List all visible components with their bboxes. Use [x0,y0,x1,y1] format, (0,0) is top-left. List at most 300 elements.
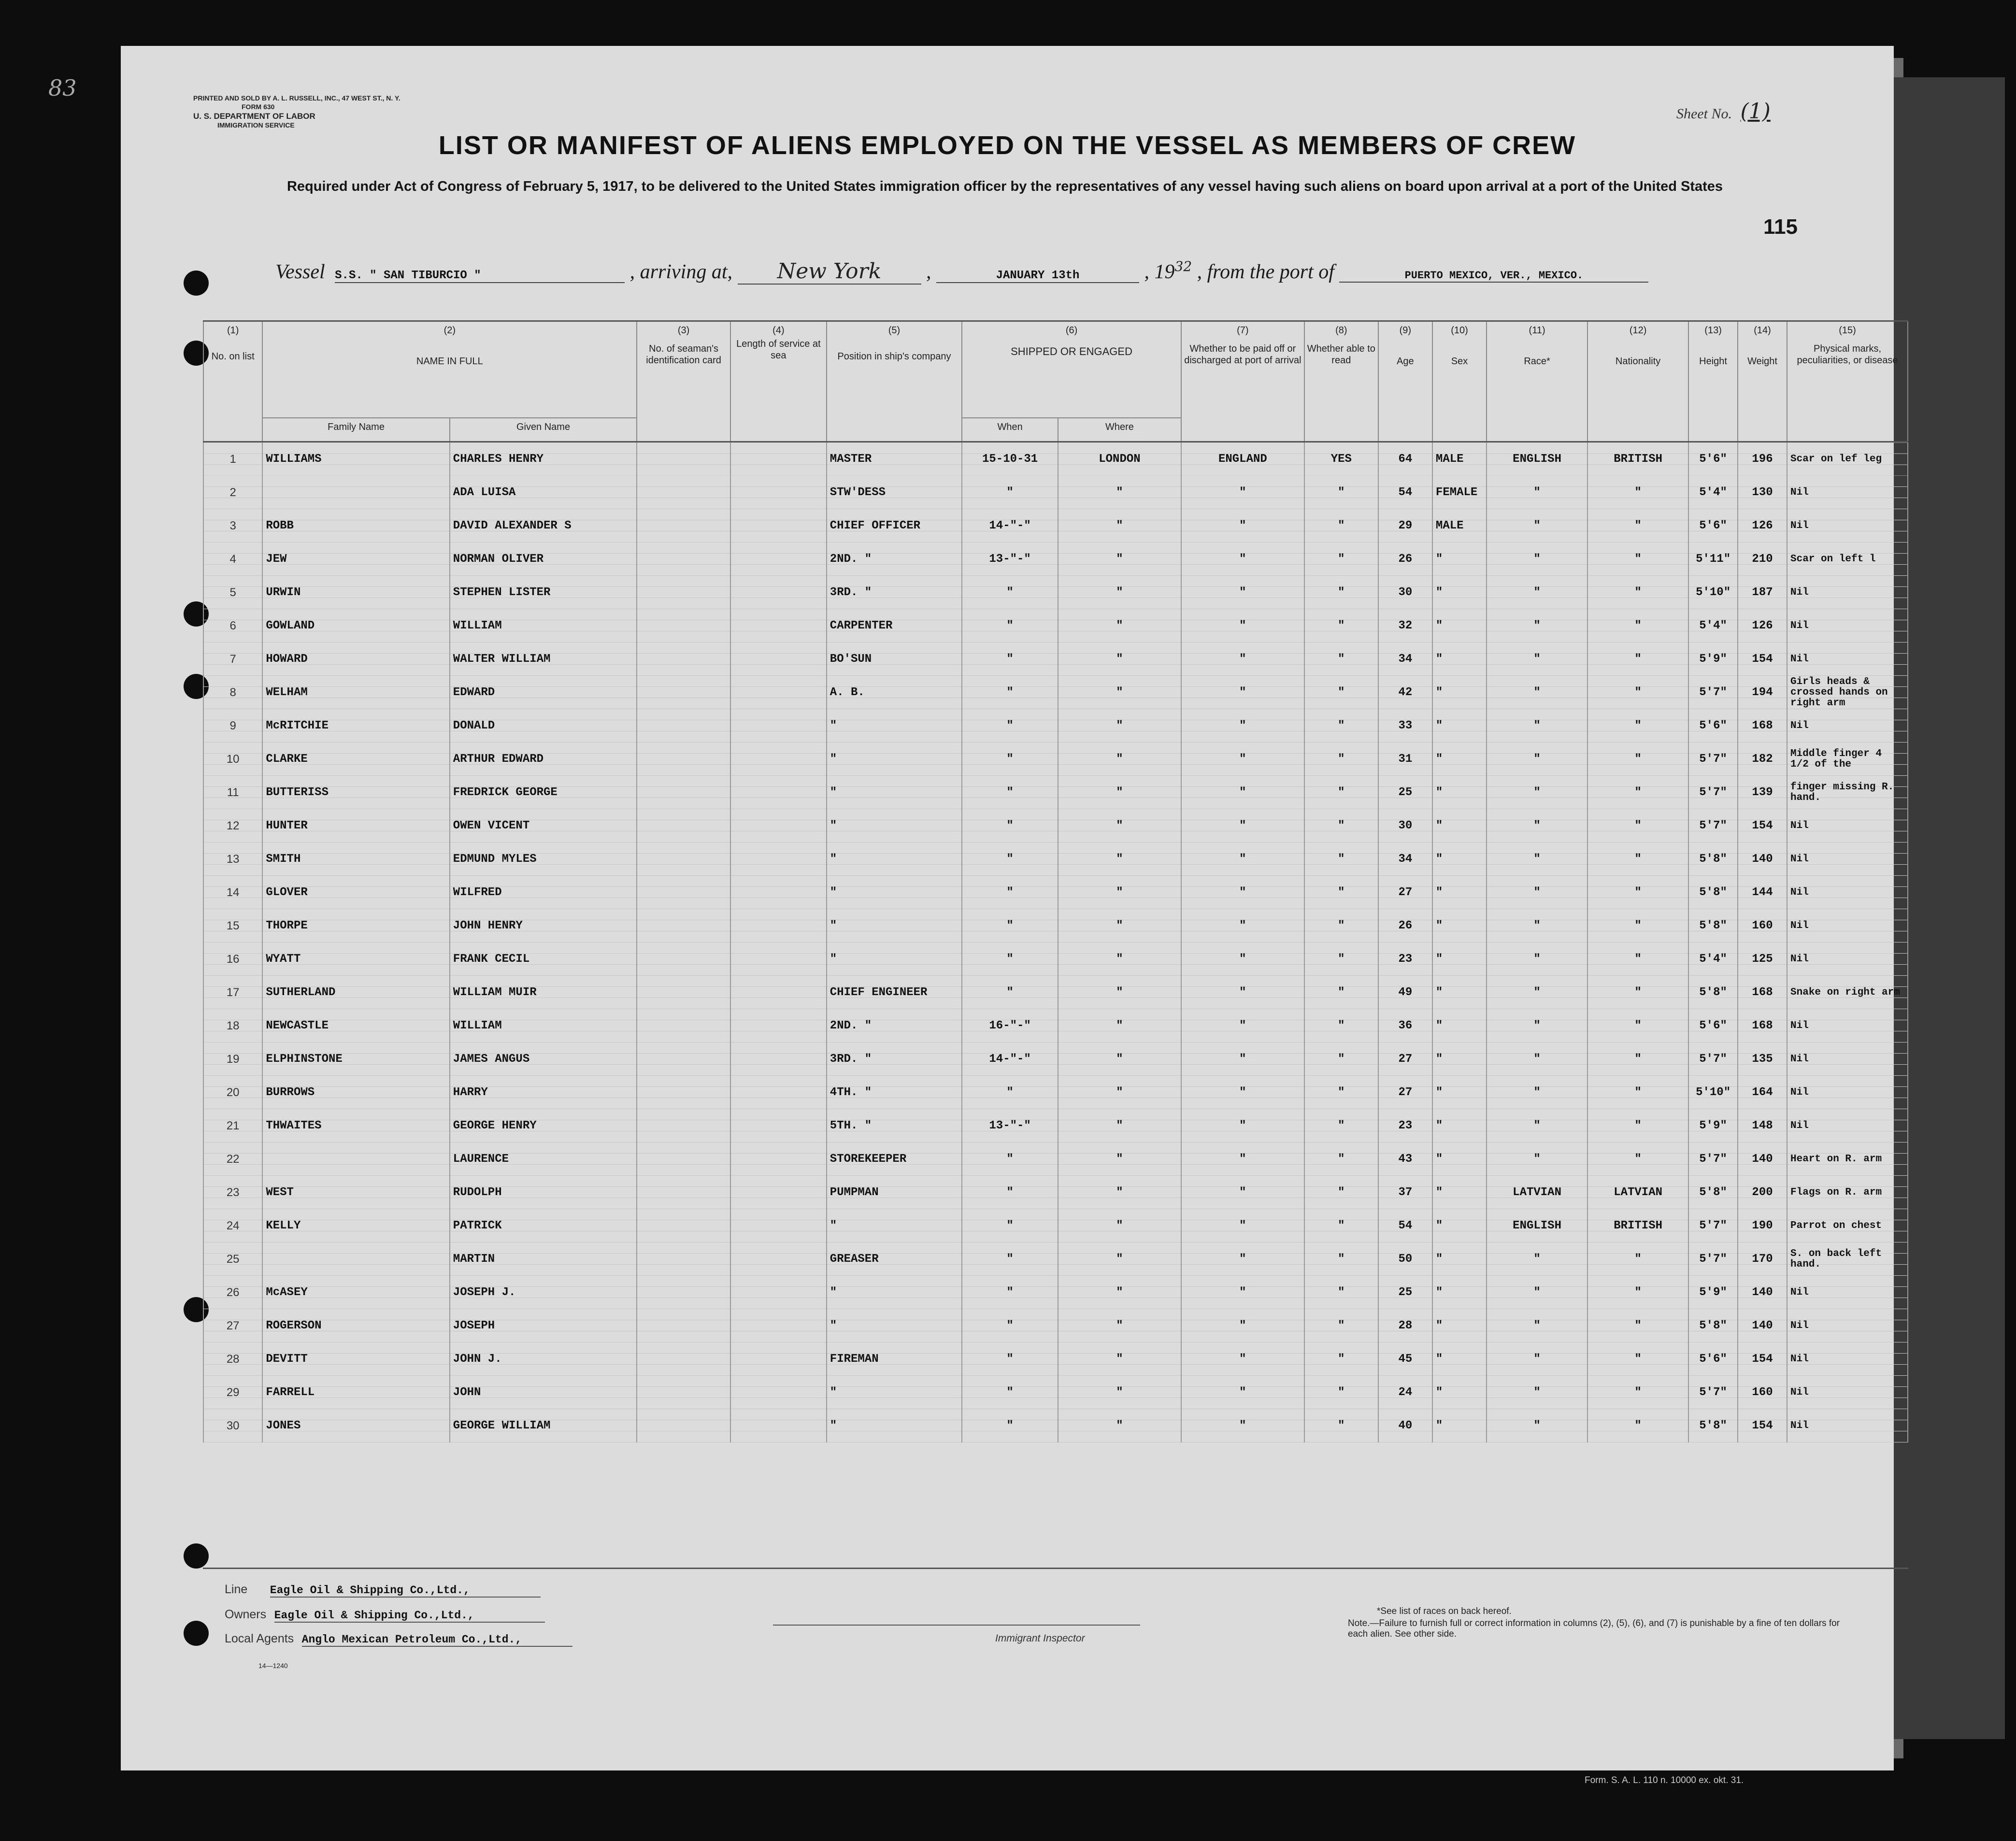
cell-row-number: 29 [203,1376,262,1409]
cell-paid-off: " [1181,976,1304,1009]
cell-sex: " [1432,1342,1487,1376]
cell-position: " [827,909,962,942]
cell-weight: 148 [1738,1109,1787,1142]
cell-physical-marks: Nil [1787,1009,1908,1042]
cell-weight: 194 [1738,676,1787,709]
cell-paid-off: " [1181,876,1304,909]
cell-race: " [1487,509,1587,542]
cell-shipped-when: 13-"-" [962,542,1058,576]
cell-age: 34 [1378,842,1432,876]
cell-nationality: LATVIAN [1587,1176,1688,1209]
cell-row-number: 18 [203,1009,262,1042]
manifest-page [48,46,1900,1770]
cell-weight: 196 [1738,442,1787,476]
line-value: Eagle Oil & Shipping Co.,Ltd., [270,1584,541,1598]
cell-id-card [637,542,730,576]
cell-position: " [827,742,962,776]
cell-family-name: SMITH [262,842,449,876]
cell-weight: 182 [1738,742,1787,776]
cell-service-length [730,809,827,842]
cell-position: " [827,876,962,909]
cell-shipped-when: " [962,1342,1058,1376]
cell-nationality: " [1587,1309,1688,1342]
cell-family-name: McRITCHIE [262,709,449,742]
cell-shipped-where: " [1058,1042,1181,1076]
cell-nationality: " [1587,676,1688,709]
cell-physical-marks: Nil [1787,1409,1908,1442]
cell-able-to-read: YES [1304,442,1378,476]
cell-row-number: 28 [203,1342,262,1376]
line-label: Line [225,1583,248,1596]
cell-race: " [1487,842,1587,876]
cell-id-card [637,909,730,942]
cell-position: " [827,1376,962,1409]
cell-position: CHIEF OFFICER [827,509,962,542]
cell-height: 5'7" [1688,776,1738,809]
form-number: FORM 630 [242,103,275,111]
cell-weight: 140 [1738,1309,1787,1342]
cell-shipped-when: " [962,1076,1058,1109]
cell-shipped-where: " [1058,709,1181,742]
form-code: 14—1240 [258,1662,288,1670]
cell-paid-off: " [1181,1276,1304,1309]
cell-able-to-read: " [1304,1409,1378,1442]
page-subtitle: Required under Act of Congress of February 5, 1917, to be delivered to the United States immigration officer by the representatives of any vessel having such aliens on board upon arrival at a port of the United States [286,179,1723,194]
cell-sex: " [1432,1109,1487,1142]
cell-family-name: WELHAM [262,676,449,709]
cell-id-card [637,1076,730,1109]
cell-shipped-when: " [962,876,1058,909]
cell-position: STOREKEEPER [827,1142,962,1176]
cell-row-number: 10 [203,742,262,776]
cell-given-name: WILLIAM [450,609,637,642]
cell-row-number: 7 [203,642,262,676]
cell-height: 5'10" [1688,576,1738,609]
cell-service-length [730,1042,827,1076]
cell-nationality: " [1587,809,1688,842]
cell-given-name: OWEN VICENT [450,809,637,842]
cell-able-to-read: " [1304,709,1378,742]
cell-family-name: GLOVER [262,876,449,909]
cell-family-name: WILLIAMS [262,442,449,476]
cell-given-name: EDMUND MYLES [450,842,637,876]
cell-sex: " [1432,576,1487,609]
cell-height: 5'8" [1688,1309,1738,1342]
cell-physical-marks: Middle finger 4 1/2 of the [1787,742,1908,776]
cell-race: " [1487,942,1587,976]
cell-family-name: JONES [262,1409,449,1442]
cell-nationality: " [1587,1242,1688,1276]
cell-paid-off: " [1181,942,1304,976]
cell-sex: " [1432,1176,1487,1209]
cell-shipped-when: " [962,809,1058,842]
cell-nationality: " [1587,542,1688,576]
cell-physical-marks: Nil [1787,476,1908,509]
cell-given-name: JAMES ANGUS [450,1042,637,1076]
cell-able-to-read: " [1304,1109,1378,1142]
cell-position: STW'DESS [827,476,962,509]
cell-sex: " [1432,1076,1487,1109]
cell-shipped-where: " [1058,542,1181,576]
col-header-service-length: (4) Length of service at sea [730,321,827,442]
cell-given-name: HARRY [450,1076,637,1109]
cell-sex: " [1432,709,1487,742]
cell-weight: 210 [1738,542,1787,576]
col-header-name: (2) NAME IN FULL [262,321,637,418]
cell-weight: 130 [1738,476,1787,509]
cell-shipped-when: " [962,476,1058,509]
cell-able-to-read: " [1304,909,1378,942]
cell-paid-off: " [1181,642,1304,676]
cell-position: " [827,1209,962,1242]
table-row [203,442,1908,476]
vessel-name: S.S. " SAN TIBURCIO " [335,269,625,283]
cell-height: 5'10" [1688,1076,1738,1109]
cell-nationality: BRITISH [1587,442,1688,476]
cell-age: 27 [1378,876,1432,909]
cell-nationality: " [1587,642,1688,676]
cell-paid-off: " [1181,776,1304,809]
cell-race: " [1487,976,1587,1009]
cell-height: 5'4" [1688,476,1738,509]
cell-service-length [730,1309,827,1342]
cell-nationality: " [1587,609,1688,642]
cell-sex: FEMALE [1432,476,1487,509]
cell-height: 5'7" [1688,1376,1738,1409]
cell-family-name: WYATT [262,942,449,976]
inspector-signature-line [773,1625,1140,1626]
form-footer: Form. S. A. L. 110 n. 10000 ex. okt. 31. [1585,1775,1744,1785]
cell-service-length [730,1342,827,1376]
cell-age: 31 [1378,742,1432,776]
cell-id-card [637,1176,730,1209]
cell-shipped-where: " [1058,1076,1181,1109]
cell-paid-off: " [1181,1309,1304,1342]
cell-paid-off: " [1181,1209,1304,1242]
cell-race: " [1487,542,1587,576]
cell-service-length [730,842,827,876]
binder-hole [184,1621,209,1646]
cell-race: " [1487,809,1587,842]
cell-nationality: " [1587,776,1688,809]
cell-family-name: ROBB [262,509,449,542]
cell-nationality: " [1587,1276,1688,1309]
table-row [203,876,1908,909]
table-row [203,942,1908,976]
cell-id-card [637,576,730,609]
cell-race: LATVIAN [1487,1176,1587,1209]
table-row [203,509,1908,542]
cell-sex: " [1432,809,1487,842]
sheet-label: Sheet No. [1676,106,1732,122]
col-header-shipped: (6) SHIPPED OR ENGAGED [962,321,1181,418]
cell-weight: 144 [1738,876,1787,909]
cell-shipped-when: " [962,676,1058,709]
cell-paid-off: " [1181,1376,1304,1409]
cell-sex: " [1432,1409,1487,1442]
cell-paid-off: " [1181,509,1304,542]
table-row [203,1142,1908,1176]
cell-age: 23 [1378,942,1432,976]
cell-shipped-where: " [1058,1142,1181,1176]
cell-sex: " [1432,542,1487,576]
cell-weight: 154 [1738,1342,1787,1376]
cell-given-name: JOHN J. [450,1342,637,1376]
cell-able-to-read: " [1304,976,1378,1009]
cell-able-to-read: " [1304,1209,1378,1242]
cell-service-length [730,476,827,509]
cell-id-card [637,842,730,876]
cell-nationality: BRITISH [1587,1209,1688,1242]
cell-age: 27 [1378,1042,1432,1076]
cell-shipped-when: " [962,1176,1058,1209]
cell-shipped-where: " [1058,909,1181,942]
cell-height: 5'6" [1688,509,1738,542]
cell-family-name: WEST [262,1176,449,1209]
cell-paid-off: " [1181,542,1304,576]
cell-height: 5'9" [1688,1109,1738,1142]
cell-id-card [637,676,730,709]
cell-height: 5'7" [1688,676,1738,709]
cell-position: " [827,709,962,742]
cell-service-length [730,1176,827,1209]
table-row [203,1176,1908,1209]
cell-paid-off: " [1181,709,1304,742]
cell-family-name: ELPHINSTONE [262,1042,449,1076]
cell-age: 54 [1378,476,1432,509]
cell-nationality: " [1587,976,1688,1009]
races-note: *See list of races on back hereof. [1377,1606,1512,1616]
cell-race: " [1487,742,1587,776]
cell-sex: " [1432,1209,1487,1242]
cell-given-name: JOSEPH J. [450,1276,637,1309]
cell-shipped-where: " [1058,509,1181,542]
cell-able-to-read: " [1304,1309,1378,1342]
cell-nationality: " [1587,1109,1688,1142]
col-header-age: (9) Age [1378,321,1432,442]
cell-physical-marks: Nil [1787,509,1908,542]
table-row [203,1109,1908,1142]
cell-row-number: 26 [203,1276,262,1309]
cell-row-number: 9 [203,709,262,742]
cell-row-number: 21 [203,1109,262,1142]
table-row [203,742,1908,776]
cell-shipped-where: " [1058,976,1181,1009]
cell-physical-marks: Nil [1787,576,1908,609]
vessel-label: Vessel [275,261,325,283]
cell-able-to-read: " [1304,776,1378,809]
cell-paid-off: " [1181,1409,1304,1442]
year-prefix: , 19 [1144,261,1175,283]
cell-height: 5'9" [1688,1276,1738,1309]
cell-nationality: " [1587,509,1688,542]
cell-shipped-when: 15-10-31 [962,442,1058,476]
cell-given-name: GEORGE WILLIAM [450,1409,637,1442]
col-header-weight: (14) Weight [1738,321,1787,442]
cell-weight: 200 [1738,1176,1787,1209]
cell-weight: 170 [1738,1242,1787,1276]
cell-id-card [637,809,730,842]
cell-id-card [637,1009,730,1042]
cell-race: " [1487,476,1587,509]
binder-hole [184,1543,209,1569]
cell-height: 5'11" [1688,542,1738,576]
cell-race: " [1487,876,1587,909]
cell-family-name [262,1242,449,1276]
footer-owners-row [225,1607,545,1623]
cell-service-length [730,1409,827,1442]
inspector-label: Immigrant Inspector [995,1633,1085,1644]
cell-service-length [730,1242,827,1276]
cell-id-card [637,609,730,642]
cell-race: " [1487,576,1587,609]
cell-family-name: DEVITT [262,1342,449,1376]
cell-service-length [730,742,827,776]
cell-id-card [637,1209,730,1242]
cell-position: " [827,1276,962,1309]
cell-family-name: HUNTER [262,809,449,842]
cell-age: 23 [1378,1109,1432,1142]
cell-race: ENGLISH [1487,1209,1587,1242]
cell-sex: " [1432,676,1487,709]
cell-race: " [1487,642,1587,676]
cell-able-to-read: " [1304,1042,1378,1076]
cell-nationality: " [1587,1342,1688,1376]
cell-able-to-read: " [1304,1176,1378,1209]
cell-shipped-where: " [1058,1176,1181,1209]
cell-weight: 168 [1738,1009,1787,1042]
cell-weight: 154 [1738,1409,1787,1442]
cell-given-name: GEORGE HENRY [450,1109,637,1142]
arriving-port: New York [738,259,921,285]
cell-height: 5'6" [1688,709,1738,742]
cell-physical-marks: Nil [1787,1042,1908,1076]
cell-paid-off: " [1181,676,1304,709]
cell-given-name: JOHN HENRY [450,909,637,942]
cell-row-number: 6 [203,609,262,642]
cell-paid-off: " [1181,1242,1304,1276]
cell-sex: " [1432,1276,1487,1309]
cell-age: 42 [1378,676,1432,709]
cell-sex: MALE [1432,509,1487,542]
cell-paid-off: " [1181,909,1304,942]
cell-shipped-when: " [962,1376,1058,1409]
cell-height: 5'8" [1688,976,1738,1009]
col-header-able-to-read: (8) Whether able to read [1304,321,1378,442]
cell-position: A. B. [827,676,962,709]
cell-nationality: " [1587,1376,1688,1409]
table-row [203,1409,1908,1442]
sheet-number [1676,99,1771,124]
cell-paid-off: " [1181,809,1304,842]
cell-physical-marks: Nil [1787,609,1908,642]
cell-service-length [730,1142,827,1176]
cell-sex: " [1432,1009,1487,1042]
cell-service-length [730,642,827,676]
page-title: LIST OR MANIFEST OF ALIENS EMPLOYED ON THE VESSEL AS MEMBERS OF CREW [438,131,1576,160]
cell-given-name: WILFRED [450,876,637,909]
col-header-physical-marks: (15) Physical marks, peculiarities, or disease [1787,321,1908,442]
cell-shipped-when: 16-"-" [962,1009,1058,1042]
cell-sex: " [1432,876,1487,909]
cell-service-length [730,709,827,742]
cell-service-length [730,542,827,576]
cell-shipped-when: " [962,576,1058,609]
cell-age: 28 [1378,1309,1432,1342]
cell-position: CHIEF ENGINEER [827,976,962,1009]
from-label: , from the port of [1197,261,1334,283]
cell-age: 33 [1378,709,1432,742]
cell-height: 5'8" [1688,1176,1738,1209]
cell-given-name: DAVID ALEXANDER S [450,509,637,542]
cell-nationality: " [1587,1009,1688,1042]
cell-race: " [1487,776,1587,809]
cell-row-number: 27 [203,1309,262,1342]
col-header-given-name: Given Name [450,418,637,442]
cell-height: 5'4" [1688,942,1738,976]
cell-sex: MALE [1432,442,1487,476]
cell-row-number: 13 [203,842,262,876]
cell-given-name: MARTIN [450,1242,637,1276]
cell-height: 5'8" [1688,876,1738,909]
cell-weight: 154 [1738,809,1787,842]
cell-position: 3RD. " [827,1042,962,1076]
cell-id-card [637,642,730,676]
cell-id-card [637,742,730,776]
cell-height: 5'8" [1688,842,1738,876]
crew-manifest-table [203,320,1908,1442]
cell-age: 37 [1378,1176,1432,1209]
cell-race: " [1487,1376,1587,1409]
cell-physical-marks: Nil [1787,1076,1908,1109]
cell-physical-marks: Nil [1787,909,1908,942]
cell-nationality: " [1587,909,1688,942]
cell-given-name: CHARLES HENRY [450,442,637,476]
cell-able-to-read: " [1304,542,1378,576]
cell-age: 29 [1378,509,1432,542]
cell-nationality: " [1587,1142,1688,1176]
cell-age: 40 [1378,1409,1432,1442]
owners-label: Owners [225,1608,267,1621]
table-row [203,1009,1908,1042]
cell-paid-off: " [1181,476,1304,509]
cell-shipped-where: LONDON [1058,442,1181,476]
cell-row-number: 14 [203,876,262,909]
cell-position: " [827,942,962,976]
cell-shipped-when: " [962,1276,1058,1309]
cell-able-to-read: " [1304,1142,1378,1176]
table-row [203,976,1908,1009]
cell-able-to-read: " [1304,742,1378,776]
cell-weight: 126 [1738,609,1787,642]
cell-race: " [1487,1042,1587,1076]
cell-weight: 140 [1738,842,1787,876]
cell-able-to-read: " [1304,1009,1378,1042]
cell-shipped-when: " [962,609,1058,642]
cell-age: 43 [1378,1142,1432,1176]
cell-physical-marks: Heart on R. arm [1787,1142,1908,1176]
cell-given-name: LAURENCE [450,1142,637,1176]
cell-shipped-where: " [1058,1342,1181,1376]
table-row [203,1376,1908,1409]
cell-weight: 160 [1738,909,1787,942]
cell-position: PUMPMAN [827,1176,962,1209]
cell-age: 64 [1378,442,1432,476]
cell-physical-marks: S. on back left hand. [1787,1242,1908,1276]
cell-race: " [1487,1309,1587,1342]
table-row [203,709,1908,742]
cell-age: 32 [1378,609,1432,642]
